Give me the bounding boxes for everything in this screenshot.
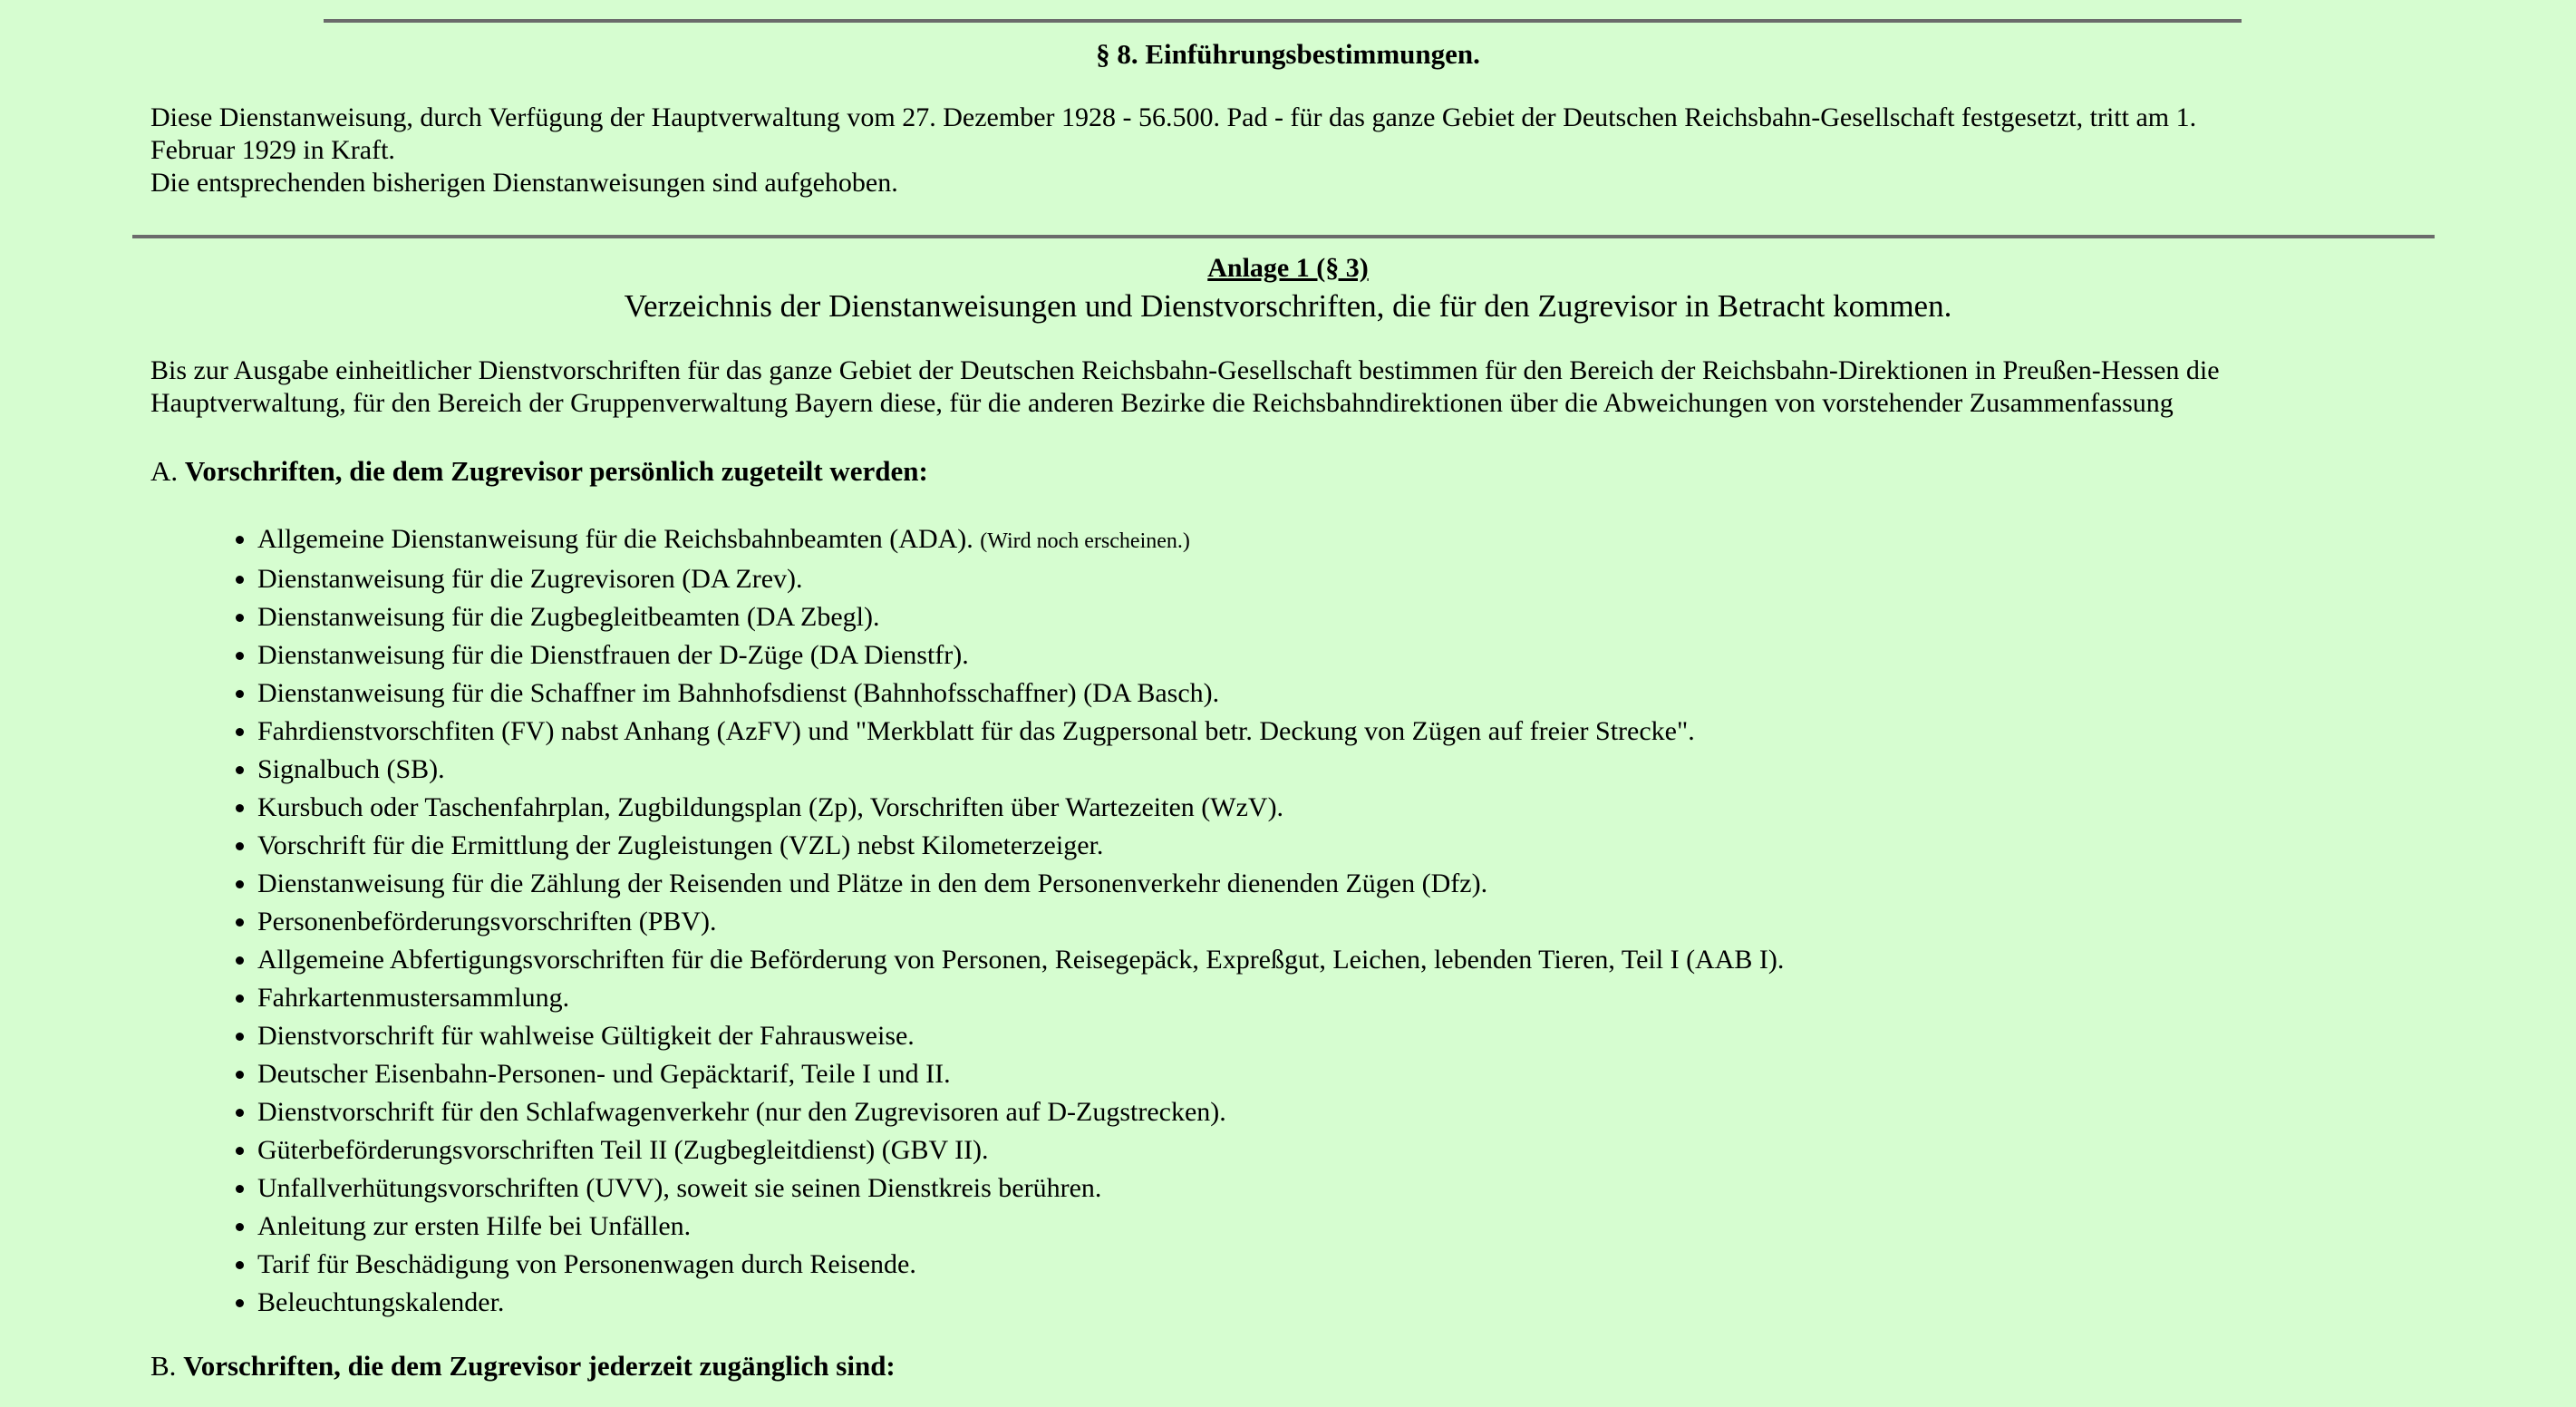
list-item: • Beleuchtungskalender. bbox=[257, 1284, 2523, 1322]
anlage-subtitle: Verzeichnis der Dienstanweisungen und Dienstvorschriften, die für den Zugrevisor in Betracht kommen. bbox=[624, 288, 1952, 324]
section-b-heading bbox=[150, 1348, 896, 1384]
section-b-letter: B. bbox=[150, 1350, 177, 1382]
anlage-intro-line-1: Bis zur Ausgabe einheitlicher Dienstvorschriften für das ganze Gebiet der Deutschen Reichsbahn-Gesellschaft bestimmen für den Bereich der Reichsbahn-Direktionen in Preußen-Hessen die bbox=[150, 355, 2220, 385]
list-item: • Dienstanweisung für die Zählung der Reisenden und Plätze in den dem Personenverkehr dienenden Zügen (Dfz). bbox=[257, 865, 2523, 903]
list-item: • Dienstvorschrift für den Schlafwagenverkehr (nur den Zugrevisoren auf D-Zugstrecken). bbox=[257, 1093, 2523, 1131]
section-a-heading bbox=[150, 453, 928, 490]
list-item: • Dienstanweisung für die Schaffner im Bahnhofsdienst (Bahnhofsschaffner) (DA Basch). bbox=[257, 674, 2523, 713]
anlage-title: Anlage 1 (§ 3) bbox=[1207, 253, 1369, 283]
section-8-line-3: Die entsprechenden bisherigen Dienstanweisungen sind aufgehoben. bbox=[150, 168, 898, 198]
list-item: • Dienstanweisung für die Dienstfrauen der D-Züge (DA Dienstfr). bbox=[257, 636, 2523, 674]
section-8-title: § 8. Einführungsbestimmungen. bbox=[1096, 38, 1480, 70]
section-a-letter: A. bbox=[150, 455, 179, 487]
section-8-line-1: Diese Dienstanweisung, durch Verfügung der Hauptverwaltung vom 27. Dezember 1928 - 56.500. Pad - für das ganze Gebiet der Deutschen Reichsbahn-Gesellschaft festgesetzt, tritt am 1. bbox=[150, 102, 2197, 132]
section-a-list bbox=[150, 520, 2523, 1322]
list-item: • Dienstvorschrift für wahlweise Gültigkeit der Fahrausweise. bbox=[257, 1017, 2523, 1055]
top-divider bbox=[324, 19, 2242, 23]
list-item: • Vorschrift für die Ermittlung der Zugleistungen (VZL) nebst Kilometerzeiger. bbox=[257, 827, 2523, 865]
list-item-text: Allgemeine Dienstanweisung für die Reichsbahnbeamten (ADA). bbox=[257, 524, 973, 554]
list-item: • Dienstanweisung für die Zugrevisoren (DA Zrev). bbox=[257, 560, 2523, 598]
list-item: • Deutscher Eisenbahn-Personen- und Gepäcktarif, Teile I und II. bbox=[257, 1055, 2523, 1093]
list-item-note: (Wird noch erscheinen.) bbox=[980, 529, 1190, 553]
section-8-line-2: Februar 1929 in Kraft. bbox=[150, 135, 395, 165]
list-item: • Güterbeförderungsvorschriften Teil II (Zugbegleitdienst) (GBV II). bbox=[257, 1131, 2523, 1169]
list-item: • Dienstanweisung für die Zugbegleitbeamten (DA Zbegl). bbox=[257, 598, 2523, 636]
list-item: • Fahrdienstvorschfiten (FV) nabst Anhang (AzFV) und "Merkblatt für das Zugpersonal betr. Deckung von Zügen auf freier Strecke". bbox=[257, 713, 2523, 751]
list-item: • Fahrkartenmustersammlung. bbox=[257, 979, 2523, 1017]
list-item: • Personenbeförderungsvorschriften (PBV). bbox=[257, 903, 2523, 941]
section-b-title: Vorschriften, die dem Zugrevisor jederzeit zugänglich sind: bbox=[183, 1350, 896, 1382]
list-item: • Unfallverhütungsvorschriften (UVV), soweit sie seinen Dienstkreis berühren. bbox=[257, 1169, 2523, 1208]
section-8-paragraph bbox=[150, 102, 2426, 199]
anlage-intro-paragraph bbox=[150, 354, 2426, 420]
list-item: • Allgemeine Abfertigungsvorschriften für die Beförderung von Personen, Reisegepäck, Expreßgut, Leichen, lebenden Tieren, Teil I (AAB I). bbox=[257, 941, 2523, 979]
middle-divider bbox=[132, 235, 2435, 238]
list-item bbox=[257, 520, 2523, 560]
section-a-title: Vorschriften, die dem Zugrevisor persönlich zugeteilt werden: bbox=[184, 455, 928, 487]
list-item: • Kursbuch oder Taschenfahrplan, Zugbildungsplan (Zp), Vorschriften über Wartezeiten (WzV). bbox=[257, 789, 2523, 827]
list-item: • Anleitung zur ersten Hilfe bei Unfällen. bbox=[257, 1208, 2523, 1246]
list-item: • Signalbuch (SB). bbox=[257, 751, 2523, 789]
list-item: • Tarif für Beschädigung von Personenwagen durch Reisende. bbox=[257, 1246, 2523, 1284]
anlage-intro-line-2: Hauptverwaltung, für den Bereich der Gruppenverwaltung Bayern diese, für die anderen Bezirke die Reichsbahndirektionen über die Abweichungen von vorstehender Zusammenfassung bbox=[150, 388, 2174, 418]
